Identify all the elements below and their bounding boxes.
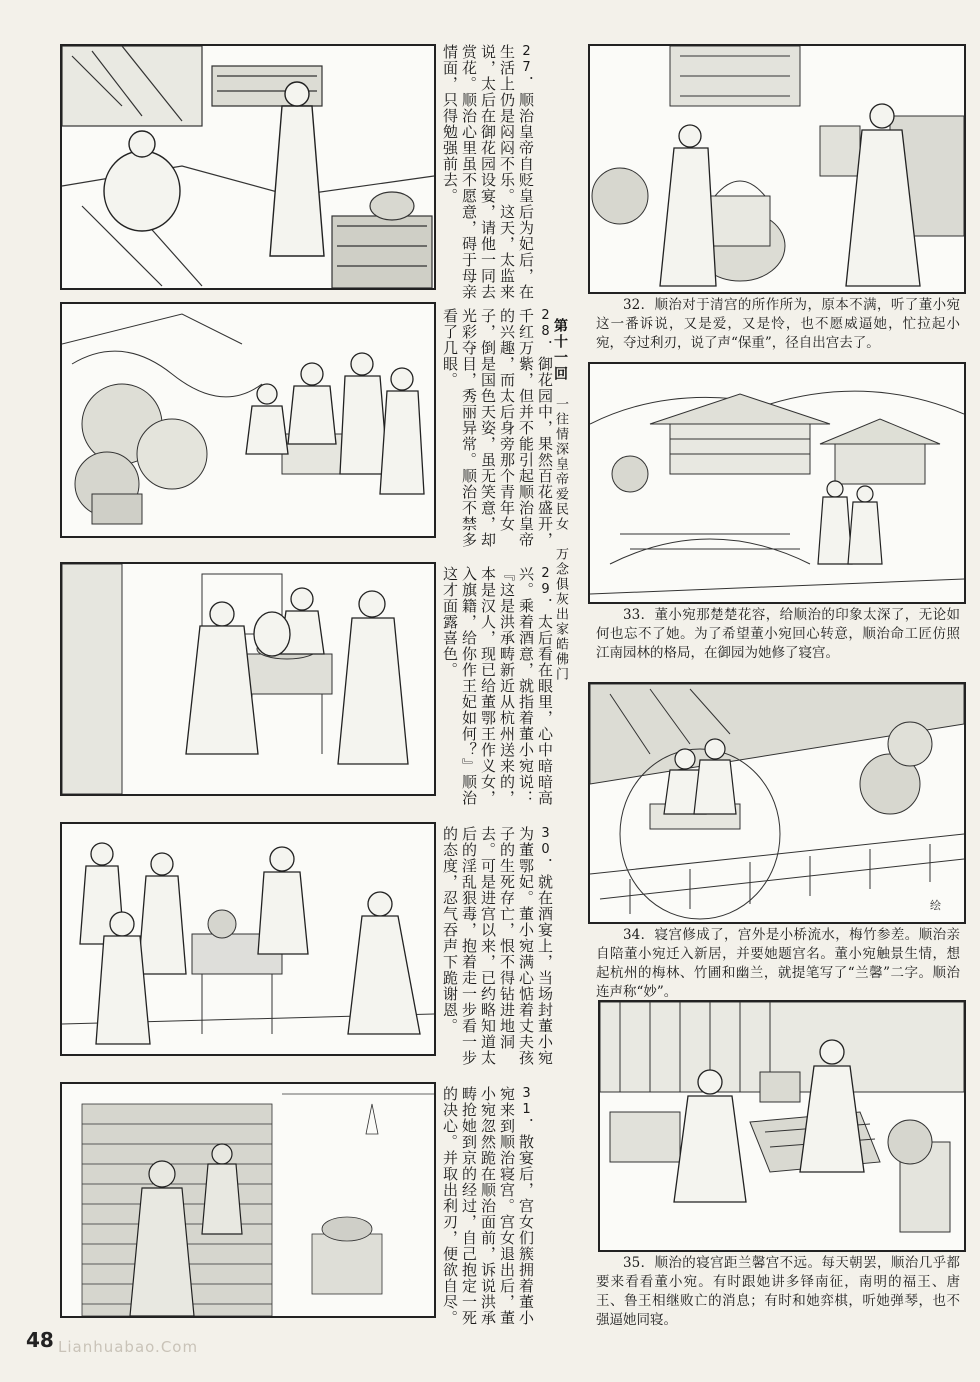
caption-31-number: 31: [519, 1086, 534, 1118]
caption-34-text: ．寝宫修成了，宫外是小桥流水，梅竹参差。顺治亲自陪董小宛迁入新居，并要她题宫名。董小宛触景生情，想起杭州的梅林、竹圃和幽兰，就提笔写了“兰馨”二字。顺治连声称“妙”。: [596, 927, 960, 1000]
writing-at-desk-drawing: [590, 684, 964, 922]
caption-32: [596, 296, 960, 353]
caption-28-text: ．御花园中，果然百花盛开，千红万紫，但并不能引起顺治皇帝的兴趣，而太后身旁那个青年女子，倒是国色天姿，虽无笑意，却光彩夺目，秀丽异常。顺治不禁多看了几眼。: [441, 308, 554, 548]
empress-dowager-gesture-drawing: [62, 564, 434, 794]
page-number: 48: [26, 1328, 54, 1352]
illustration-panel-30: [60, 822, 436, 1056]
caption-33-number: 33: [623, 607, 641, 623]
caption-35-number: 35: [623, 1255, 641, 1271]
caption-27-number: 27: [519, 44, 534, 76]
kneeling-thanks-drawing: [62, 824, 434, 1054]
caption-29-text: ．太后看在眼里，心中暗暗高兴。乘着酒意，就指着董小宛说：『这是洪承畴新近从杭州送来的，本是汉人，现已给董鄂王作义女，入旗籍，给你作王妃如何？』顺治这才面露喜色。: [441, 566, 554, 806]
garden-banquet-drawing: [62, 304, 434, 536]
chapter-label: 第十一回: [552, 318, 568, 382]
caption-34-number: 34: [623, 927, 641, 943]
caption-30-number: 30: [538, 826, 553, 858]
caption-29-number: 29: [538, 566, 553, 598]
caption-34: [596, 926, 960, 1002]
garden-pavilion-drawing: [62, 46, 434, 288]
illustration-panel-33: [588, 362, 966, 604]
artist-signature: 绘: [930, 899, 941, 912]
jiangnan-garden-palace-drawing: [590, 364, 964, 602]
caption-33-text: ．董小宛那楚楚花容，给顺治的印象太深了，无论如何也忘不了她。为了希望董小宛回心转意，顺治命工匠仿照江南园林的格局，在御园为她修了寝宫。: [596, 607, 960, 661]
emperor-leaving-drawing: [590, 46, 964, 292]
illustration-panel-32: [588, 44, 966, 294]
illustration-panel-34: [588, 682, 966, 924]
caption-31-text: ．散宴后，宫女们簇拥着董小宛来到顺治寝宫。宫女退出后，董小宛忽然跪在顺治面前，诉说洪承畴抢她到京的经过，自己抱定一死的决心。并取出利刃，便欲自尽。: [441, 1086, 535, 1326]
illustration-panel-27: [60, 44, 436, 290]
caption-28: [440, 308, 555, 558]
illustration-panel-31: [60, 1082, 436, 1318]
caption-27-text: ．顺治皇帝自贬皇后为妃后，在生活上仍是闷闷不乐。这天，太监来说，太后在御花园设宴，请他一同去赏花。顺治心里虽不愿意，碍于母亲情面，只得勉强前去。: [441, 44, 535, 300]
caption-29: [440, 566, 555, 816]
chapter-heading: [552, 318, 568, 738]
caption-30: [440, 826, 555, 1076]
caption-28-number: 28: [538, 308, 553, 340]
caption-31: [440, 1086, 536, 1326]
playing-chess-drawing: [600, 1002, 964, 1250]
caption-27: [440, 44, 536, 302]
watermark: Lianhuabao.Com: [58, 1338, 199, 1356]
caption-33: [596, 606, 960, 663]
caption-30-text: ．就在酒宴上，当场封董小宛为董鄂妃。董小宛满心惦着丈夫孩子的生死存亡，恨不得钻进地洞去。可是进宫以来，已约略知道太后的淫乱狠毒，抱着走一步看一步的态度，忍气吞声下跪谢恩。: [441, 826, 554, 1066]
illustration-panel-35: [598, 1000, 966, 1252]
caption-35: [596, 1254, 960, 1330]
caption-32-number: 32: [623, 297, 641, 313]
chapter-title: 一往情深皇帝爱民女 万念俱灰出家皓佛门: [553, 397, 568, 682]
bedchamber-knife-drawing: [62, 1084, 434, 1316]
illustration-panel-28: [60, 302, 436, 538]
caption-32-text: ．顺治对于清宫的所作所为，原本不满，听了董小宛这一番诉说，又是爱，又是怜，也不愿威逼她，忙拉起小宛，夺过利刃，说了声“保重”，径自出宫去了。: [596, 297, 960, 351]
illustration-panel-29: [60, 562, 436, 796]
caption-35-text: ．顺治的寝宫距兰馨宫不远。每天朝罢，顺治几乎都要来看看董小宛。有时跟她讲多铎南征，南明的福王、唐王、鲁王相继败亡的消息；有时和她弈棋，听她弹琴，也不强逼她同寝。: [596, 1255, 960, 1328]
